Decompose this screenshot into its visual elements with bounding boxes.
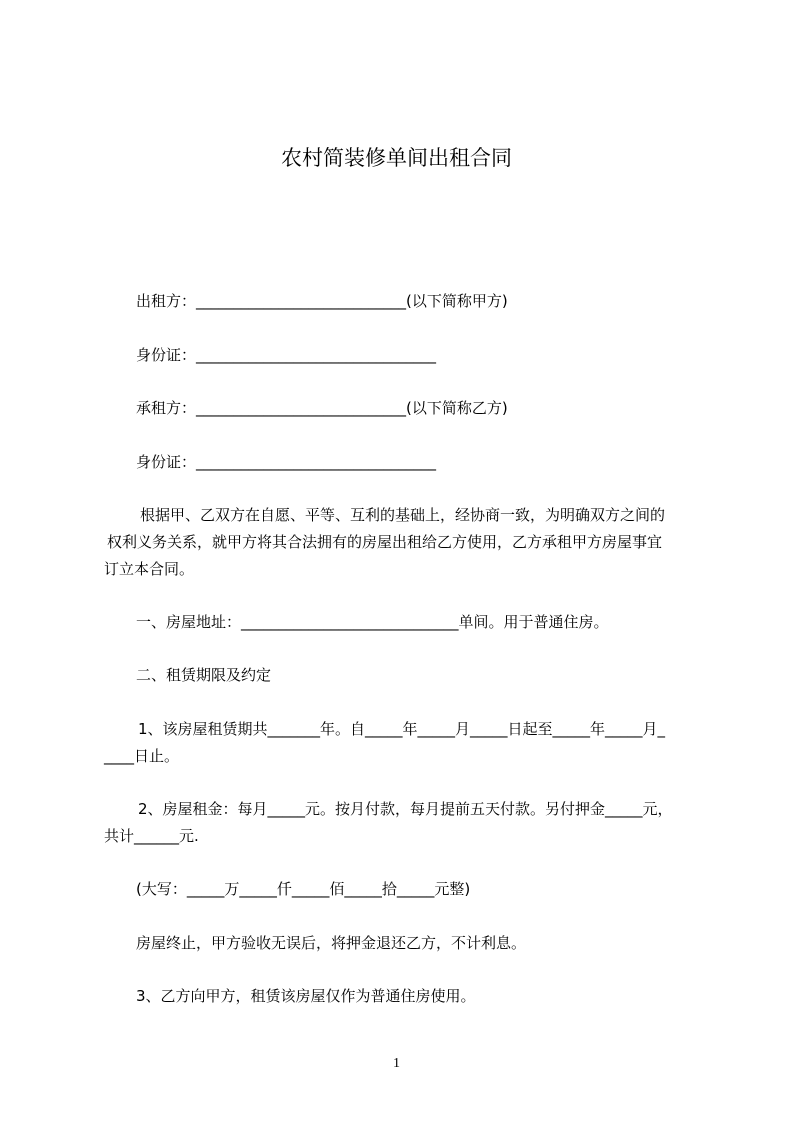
page-number: 1 — [393, 1056, 400, 1071]
lessee-id-line: 身份证：________________________________ — [136, 453, 437, 471]
deposit-return-line: 房屋终止，甲方验收无误后，将押金退还乙方，不计利息。 — [136, 934, 527, 952]
lessee-line: 承租方：____________________________(以下简称乙方) — [136, 399, 508, 417]
intro-paragraph-line-1: 根据甲、乙双方在自愿、平等、互利的基础上，经协商一致，为明确双方之间的 — [140, 506, 666, 524]
clause-1-line-1: 1、该房屋租赁期共_______年。自_____年_____月_____日起至_____年_____月_ — [138, 720, 666, 738]
section-2-heading: 二、租赁期限及约定 — [136, 666, 272, 684]
clause-2-line-1: 2、房屋租金：每月_____元。按月付款，每月提前五天付款。另付押金_____元， — [138, 800, 673, 818]
section-1-address: 一、房屋地址：_____________________________单间。用于普通住房。 — [136, 613, 609, 631]
lessor-id-line: 身份证：________________________________ — [136, 346, 437, 364]
capital-amount-line: (大写：_____万_____仟_____佰_____拾_____元整) — [136, 880, 471, 898]
lessor-line: 出租方：____________________________(以下简称甲方) — [136, 292, 508, 310]
clause-2-line-2: 共计______元. — [104, 827, 199, 845]
clause-3-line: 3、乙方向甲方，租赁该房屋仅作为普通住房使用。 — [136, 987, 476, 1005]
intro-paragraph-line-3: 订立本合同。 — [104, 560, 195, 578]
document-title: 农村简装修单间出租合同 — [281, 146, 512, 170]
intro-paragraph-line-2: 权利义务关系，就甲方将其合法拥有的房屋出租给乙方使用，乙方承租甲方房屋事宜 — [107, 533, 663, 551]
clause-1-line-2: ____日止。 — [104, 747, 180, 765]
